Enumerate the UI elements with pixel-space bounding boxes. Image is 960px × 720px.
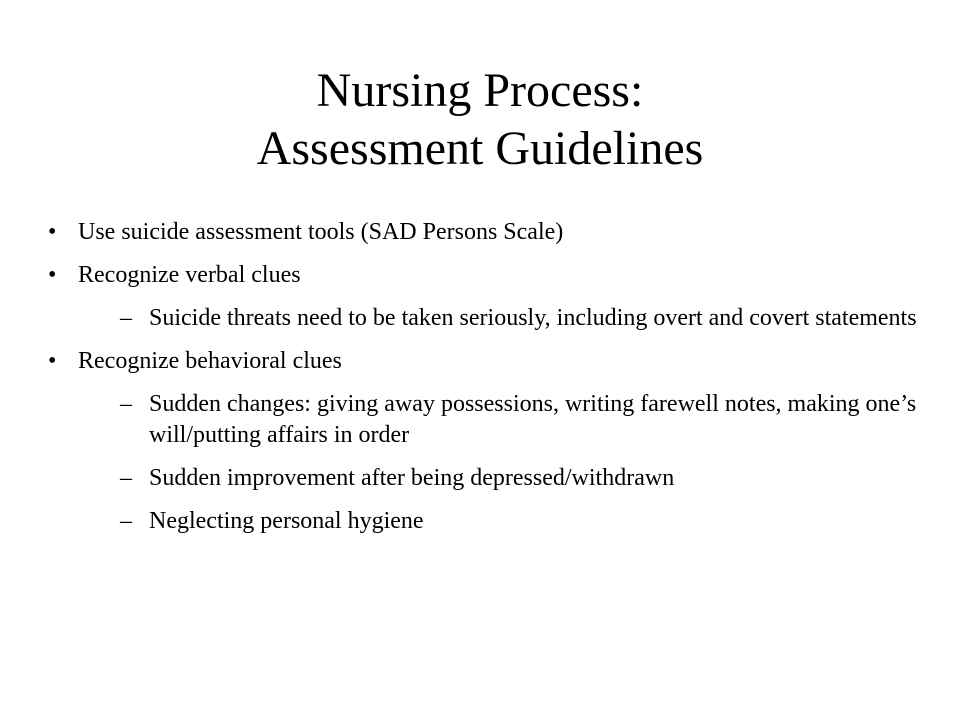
sub-item-neglecting-hygiene — [78, 506, 928, 537]
bullet-marker: • — [48, 219, 57, 245]
dash-marker: – — [120, 305, 132, 331]
slide-title — [0, 62, 960, 178]
slide-title-line-1: Nursing Process: — [316, 64, 644, 117]
sub-item-text: Sudden improvement after being depressed/withdrawn — [149, 465, 675, 491]
bullet-marker: • — [48, 262, 57, 288]
sub-item-sudden-changes — [78, 389, 928, 451]
sub-list — [78, 389, 928, 537]
bullet-text: Recognize behavioral clues — [78, 348, 342, 374]
dash-marker: – — [120, 508, 132, 534]
bullet-list — [48, 217, 928, 549]
bullet-item-behavioral-clues — [48, 346, 928, 537]
bullet-text: Use suicide assessment tools (SAD Persons Scale) — [78, 219, 564, 245]
sub-item-text: Suicide threats need to be taken seriously, including overt and covert statements — [149, 305, 917, 331]
sub-list — [78, 303, 928, 334]
slide-title-line-2: Assessment Guidelines — [256, 122, 704, 175]
sub-item-text: Neglecting personal hygiene — [149, 508, 424, 534]
bullet-item-assessment-tools — [48, 217, 928, 248]
bullet-marker: • — [48, 348, 57, 374]
bullet-text: Recognize verbal clues — [78, 262, 301, 288]
sub-item-sudden-improvement — [78, 463, 928, 494]
bullet-item-verbal-clues — [48, 260, 928, 334]
dash-marker: – — [120, 391, 132, 417]
sub-item-text: Sudden changes: giving away possessions, writing farewell notes, making one’s will/putting affairs in order — [149, 391, 917, 448]
dash-marker: – — [120, 465, 132, 491]
sub-item-suicide-threats — [78, 303, 928, 334]
